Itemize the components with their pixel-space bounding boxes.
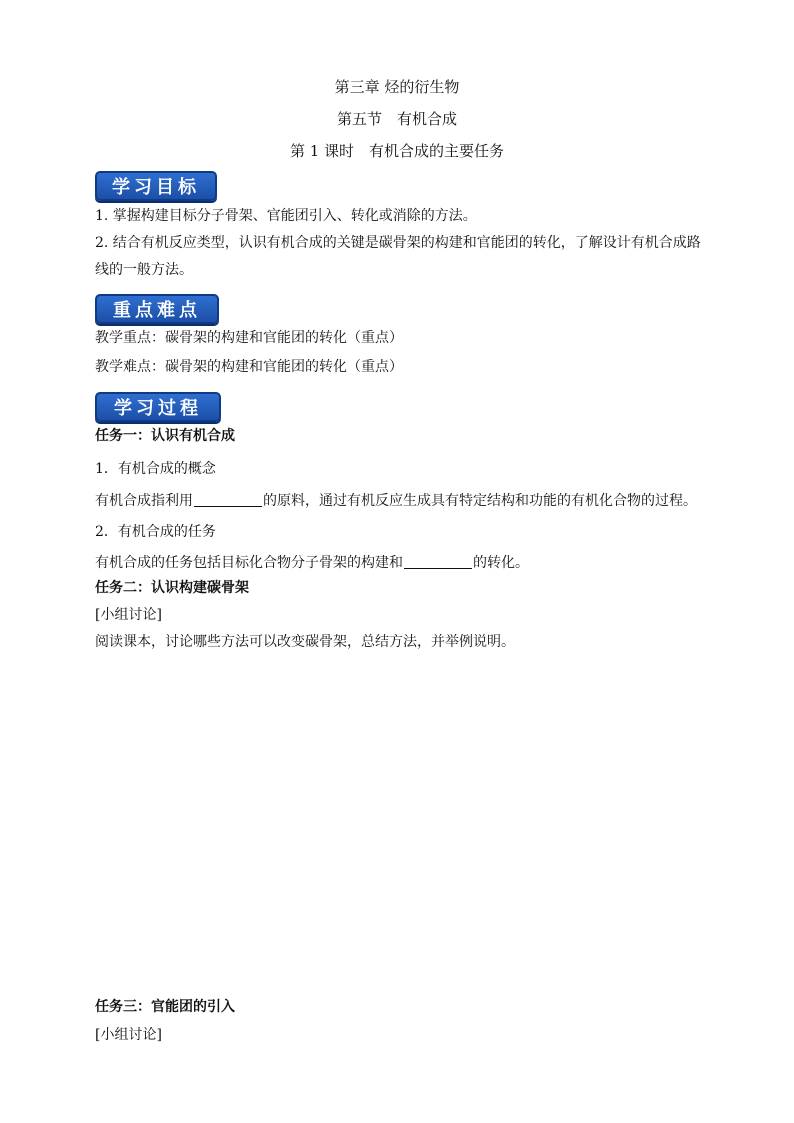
fill-blank-1[interactable] [194, 492, 262, 507]
chapter-title: 第三章 烃的衍生物 [334, 78, 460, 96]
task1-q2-title: 2．有机合成的任务 [95, 524, 216, 540]
task1-q2-text [95, 550, 715, 577]
task1-q2-after: 的转化。 [473, 555, 529, 571]
task3-discussion: [小组讨论] [95, 1027, 162, 1043]
key-points-badge: 重点难点 [95, 294, 219, 324]
fill-blank-2[interactable] [404, 554, 472, 569]
task1-q1-text [95, 488, 715, 515]
task1-q1-before: 有机合成指利用 [95, 493, 193, 509]
task1-title: 任务一：认识有机合成 [95, 428, 235, 444]
teaching-difficulty: 教学难点：碳骨架的构建和官能团的转化（重点） [95, 359, 403, 375]
task1-q1-after: 的原料，通过有机反应生成具有特定结构和功能的有机化合物的过程。 [263, 493, 697, 509]
objectives-badge: 学习目标 [95, 171, 217, 201]
task2-title: 任务二：认识构建碳骨架 [95, 580, 249, 596]
task2-prompt: 阅读课本，讨论哪些方法可以改变碳骨架，总结方法，并举例说明。 [95, 634, 515, 650]
task1-q2-before: 有机合成的任务包括目标化合物分子骨架的构建和 [95, 555, 403, 571]
objective-item-1: 1. 掌握构建目标分子骨架、官能团引入、转化或消除的方法。 [95, 208, 477, 224]
section-title: 第五节 有机合成 [336, 110, 457, 128]
teaching-focus: 教学重点：碳骨架的构建和官能团的转化（重点） [95, 330, 403, 346]
lesson-title: 第 1 课时 有机合成的主要任务 [289, 142, 505, 160]
task1-q1-title: 1．有机合成的概念 [95, 461, 216, 477]
task2-discussion: [小组讨论] [95, 607, 162, 623]
objective-item-2: 2. 结合有机反应类型，认识有机合成的关键是碳骨架的构建和官能团的转化，了解设计有机合成路线的一般方法。 [95, 235, 701, 278]
process-badge: 学习过程 [95, 392, 221, 422]
task3-title: 任务三：官能团的引入 [95, 999, 235, 1015]
